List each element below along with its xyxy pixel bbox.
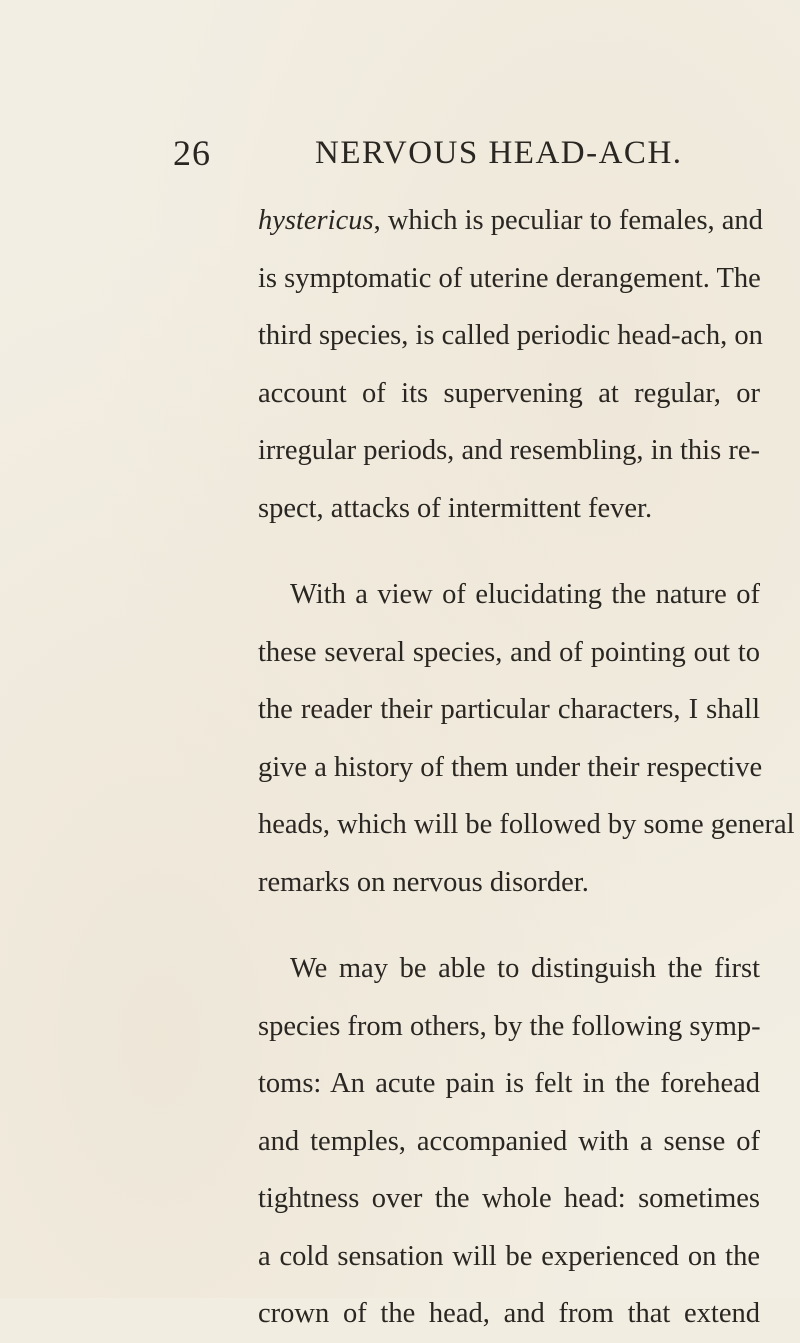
text-line: tightness over the whole head: sometimes [258,1183,760,1214]
text-line-rest: , which is peculiar to females, and [373,205,763,236]
text-line: is symptomatic of uterine derangement. The [258,262,761,294]
text-line: a cold sensation will be experienced on the [258,1240,760,1272]
text-line: crown of the head, and from that extend [258,1298,760,1329]
text-line: give a history of them under their respective [258,751,763,783]
text-line: spect, attacks of intermittent fever. [258,492,653,524]
running-head: NERVOUS HEAD-ACH. [315,135,683,171]
page-header [173,132,793,182]
text-line: and temples, accompanied with a sense of [258,1125,760,1157]
text-line: account of its supervening at regular, or [258,377,760,409]
text-line: toms: An acute pain is felt in the forehead [258,1068,760,1099]
text-line: species from others, by the following symp- [258,1010,761,1042]
paragraph [258,566,795,911]
italic-term: hystericus [258,205,374,236]
page-number: 26 [173,133,211,173]
body-text [258,192,795,1343]
text-line: With a view of elucidating the nature of [290,579,760,610]
paragraph [258,940,760,1343]
text-line: the reader their particular characters, I shall [258,694,760,725]
text-line: heads, which will be followed by some general [258,809,795,840]
text-line: these several species, and of pointing out to [258,636,760,668]
text-line: irregular periods, and resembling, in this re- [258,435,760,466]
text-line [258,192,763,250]
text-line: third species, is called periodic head-ach, on [258,320,763,351]
text-line: remarks on nervous disorder. [258,866,589,898]
paragraph [258,192,763,537]
text-line: We may be able to distinguish the first [290,953,760,984]
